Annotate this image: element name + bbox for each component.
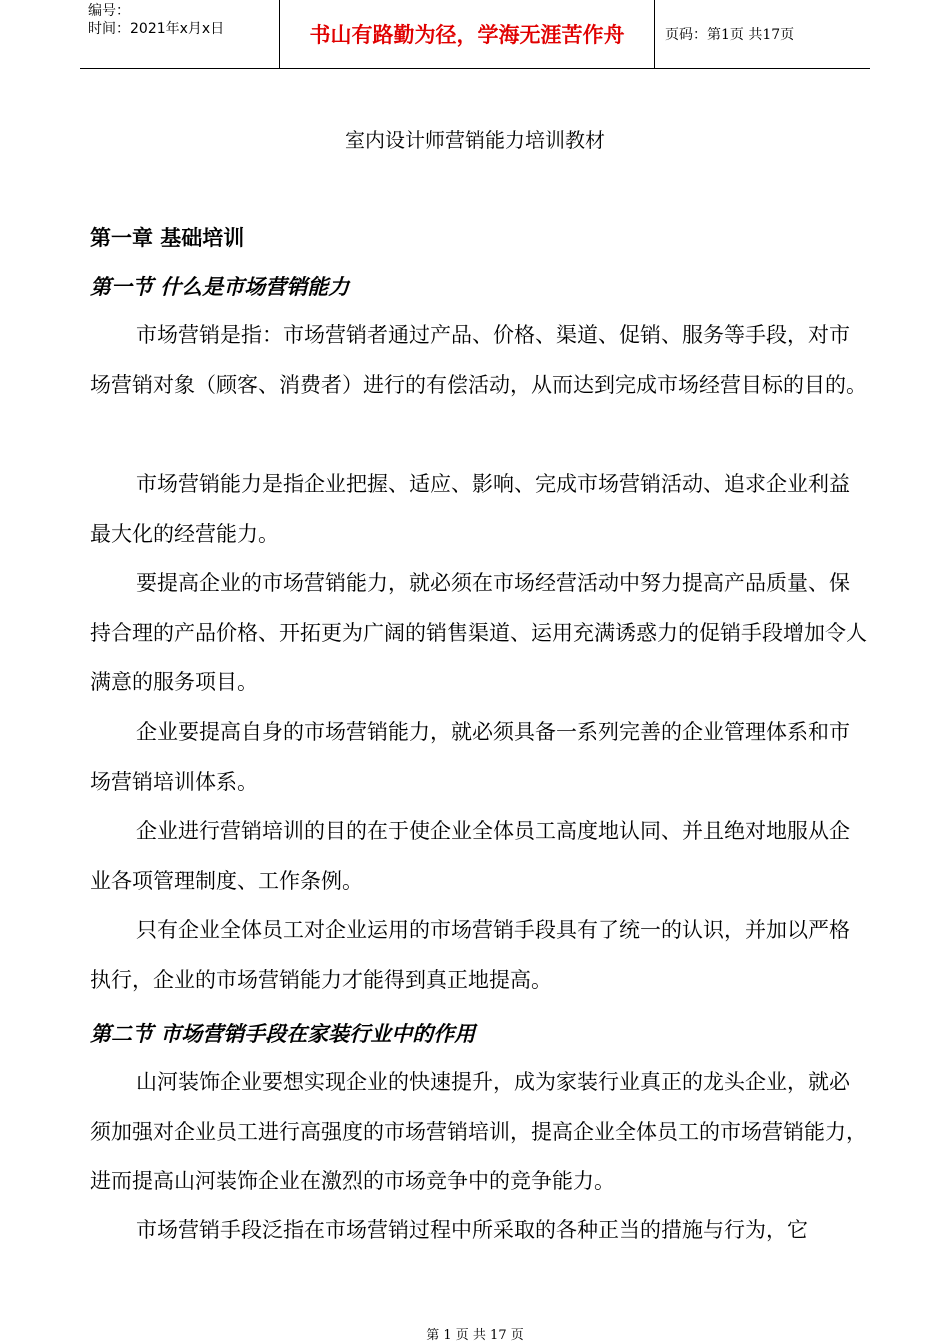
paragraph: 市场营销能力是指企业把握、适应、影响、完成市场营销活动、追求企业利益最大化的经营能力。 xyxy=(90,472,850,546)
time-label: 时间：2021年x月x日 xyxy=(88,21,225,37)
header-motto: 书山有路勤为径，学海无涯苦作舟 xyxy=(280,0,655,68)
section-heading-2: 第二节 市场营销手段在家装行业中的作用 xyxy=(90,1022,476,1046)
section-heading-1: 第一节 什么是市场营销能力 xyxy=(90,275,350,299)
number-label: 编号： xyxy=(88,3,130,19)
paragraph: 只有企业全体员工对企业运用的市场营销手段具有了统一的认识，并加以严格执行，企业的市场营销能力才能得到真正地提高。 xyxy=(90,918,850,992)
header-meta xyxy=(80,0,280,68)
page-footer: 第 1 页 共 17 页 xyxy=(426,1328,524,1343)
paragraph: 企业要提高自身的市场营销能力，就必须具备一系列完善的企业管理体系和市场营销培训体系。 xyxy=(90,720,850,794)
header-page-info: 页码：第1页 共17页 xyxy=(665,27,795,43)
paragraph: 市场营销是指：市场营销者通过产品、价格、渠道、促销、服务等手段，对市场营销对象（顾客、消费者）进行的有偿活动，从而达到完成市场经营目标的目的。 xyxy=(90,323,867,397)
page-header xyxy=(80,0,870,69)
chapter-heading: 第一章 基础培训 xyxy=(90,226,245,250)
paragraph: 企业进行营销培训的目的在于使企业全体员工高度地认同、并且绝对地服从企业各项管理制度、工作条例。 xyxy=(90,819,850,893)
paragraph: 市场营销手段泛指在市场营销过程中所采取的各种正当的措施与行为，它 xyxy=(136,1218,808,1242)
document-title: 室内设计师营销能力培训教材 xyxy=(345,128,605,152)
paragraph: 山河装饰企业要想实现企业的快速提升，成为家装行业真正的龙头企业，就必须加强对企业员工进行高强度的市场营销培训，提高企业全体员工的市场营销能力，进而提高山河装饰企业在激烈的市场竞争中的竞争能力。 xyxy=(90,1070,867,1193)
paragraph: 要提高企业的市场营销能力，就必须在市场经营活动中努力提高产品质量、保持合理的产品价格、开拓更为广阔的销售渠道、运用充满诱惑力的促销手段增加令人满意的服务项目。 xyxy=(90,571,867,694)
